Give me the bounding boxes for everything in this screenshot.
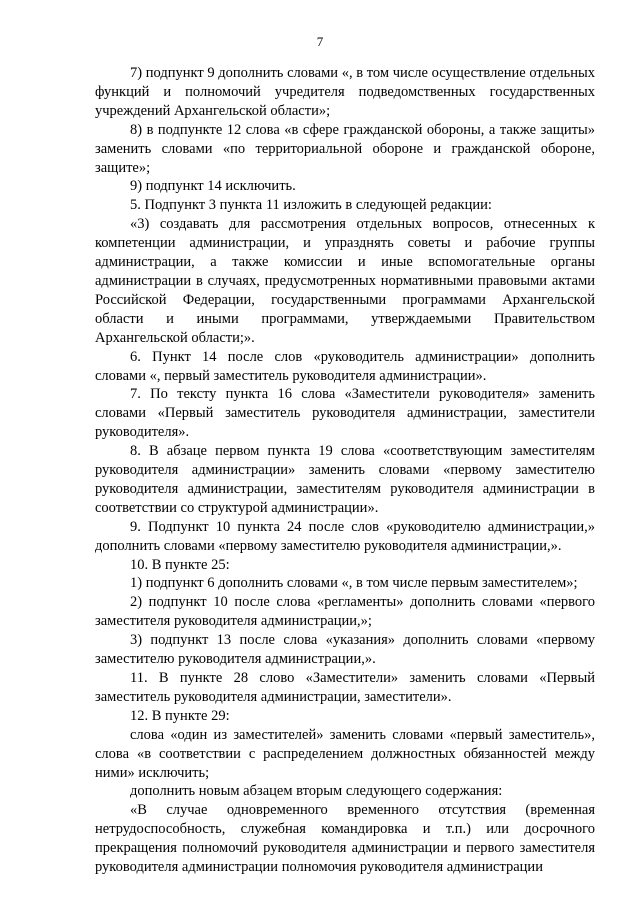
paragraph: 5. Подпункт 3 пункта 11 изложить в следующей редакции: bbox=[130, 197, 492, 214]
paragraph: 8. В абзаце первом пункта 19 слова «соответствующим заместителям руководителя администрации» заменить словами «первому заместителю руководителя администрации, заместителям руководителя администрации в соответствии со структурой администрации». bbox=[95, 443, 595, 516]
paragraph: 11. В пункте 28 слово «Заместители» заменить словами «Первый заместитель руководителя администрации, заместители». bbox=[95, 670, 595, 705]
paragraph: 7. По тексту пункта 16 слова «Заместители руководителя» заменить словами «Первый заместитель руководителя администрации, заместители руководителя». bbox=[95, 386, 595, 441]
paragraph: 8) в подпункте 12 слова «в сфере гражданской обороны, а также защиты» заменить словами «по территориальной обороне и гражданской обороне, защите»; bbox=[95, 121, 595, 176]
paragraph: слова «один из заместителей» заменить словами «первый заместитель», слова «в соответствии с распределением должностных обязанностей между ними» исключить; bbox=[95, 726, 595, 781]
paragraph: 1) подпункт 6 дополнить словами «, в том числе первым заместителем»; bbox=[130, 575, 578, 592]
document-body bbox=[95, 64, 595, 877]
paragraph: 12. В пункте 29: bbox=[130, 707, 230, 724]
paragraph: «3) создавать для рассмотрения отдельных вопросов, отнесенных к компетенции администрации, и упразднять советы и рабочие группы администрации, а также комиссии и иные вспомогательные органы администрации в случаях, предусмотренных нормативными правовыми актами Российской Федерации, государственными программами Архангельской области и иными программами, утверждаемыми Правительством Архангельской области;». bbox=[95, 216, 595, 346]
paragraph: 6. Пункт 14 после слов «руководитель администрации» дополнить словами «, первый заместитель руководителя администрации». bbox=[95, 348, 595, 384]
paragraph: 10. В пункте 25: bbox=[130, 556, 230, 573]
paragraph: 7) подпункт 9 дополнить словами «, в том числе осуществление отдельных функций и полномочий учредителя подведомственных государственных учреждений Архангельской области»; bbox=[95, 65, 595, 119]
paragraph: 9. Подпункт 10 пункта 24 после слов «руководителю администрации,» дополнить словами «первому заместителю руководителя администрации,». bbox=[95, 518, 595, 554]
paragraph: 2) подпункт 10 после слова «регламенты» дополнить словами «первого заместителя руководителя администрации,»; bbox=[95, 594, 595, 630]
paragraph: «В случае одновременного временного отсутствия (временная нетрудоспособность, служебная командировка и т.п.) или досрочного прекращения полномочий руководителя администрации и первого заместителя руководителя администрации полномочия руководителя администрации bbox=[95, 802, 595, 876]
paragraph: 9) подпункт 14 исключить. bbox=[130, 178, 296, 195]
page-number: 7 bbox=[316, 34, 324, 49]
paragraph: 3) подпункт 13 после слова «указания» дополнить словами «первому заместителю руководителя администрации,». bbox=[95, 632, 595, 668]
paragraph: дополнить новым абзацем вторым следующего содержания: bbox=[130, 783, 503, 800]
